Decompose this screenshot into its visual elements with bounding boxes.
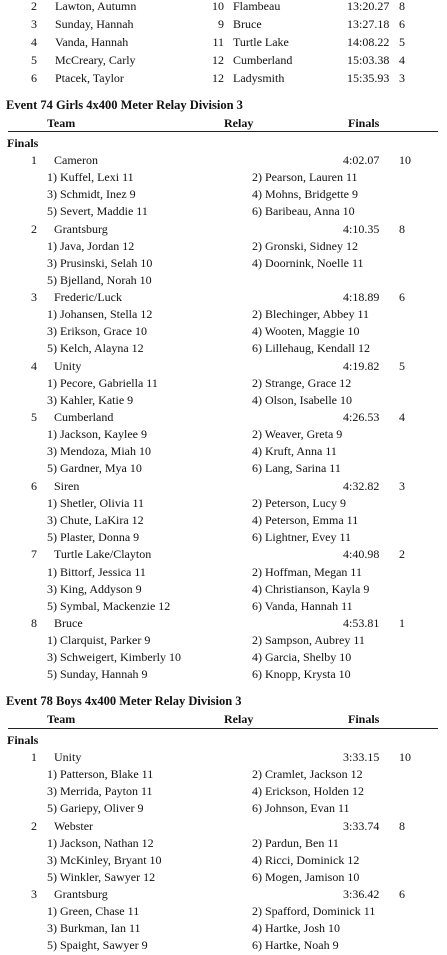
team-row (0, 615, 447, 632)
runner: 4) Christianson, Kayla 9 (252, 582, 370, 596)
runner: 2) Spafford, Dominick 11 (252, 904, 376, 918)
header-rule (8, 131, 438, 132)
runner-row (0, 835, 447, 852)
runner-row (0, 783, 447, 800)
runner: 5) Symbal, Mackenzie 12 (47, 599, 171, 613)
finals-header: Finals (348, 116, 380, 130)
runner-row (0, 581, 447, 598)
place: 8 (31, 616, 37, 630)
runner: 2) Peterson, Lucy 9 (252, 496, 346, 510)
runner-row (0, 495, 447, 512)
result-time: 3:33.74 (343, 819, 380, 833)
runner-row (0, 512, 447, 529)
runner: 3) Mendoza, Miah 10 (47, 444, 151, 458)
runner: 4) Ricci, Dominick 12 (252, 853, 360, 867)
runner: 2) Blechinger, Abbey 11 (252, 307, 370, 321)
runner: 3) Burkman, Ian 11 (47, 921, 141, 935)
team-row (0, 289, 447, 306)
runner-row (0, 852, 447, 869)
points: 4 (399, 410, 405, 424)
result-time: 4:26.53 (343, 410, 380, 424)
runner: 5) Plaster, Donna 9 (47, 530, 140, 544)
runner: 3) Kahler, Katie 9 (47, 393, 134, 407)
points: 10 (399, 153, 411, 167)
runner-row (0, 426, 447, 443)
school: Flambeau (233, 0, 281, 13)
runner-row (0, 306, 447, 323)
runner: 2) Pardun, Ben 11 (252, 836, 339, 850)
result-time: 13:20.27 (347, 0, 390, 13)
runner: 3) King, Addyson 9 (47, 582, 142, 596)
runner: 1) Bittorf, Jessica 11 (47, 565, 146, 579)
result-time: 4:40.98 (343, 547, 380, 561)
points: 6 (399, 17, 405, 31)
points: 3 (399, 71, 405, 85)
team-row (0, 886, 447, 903)
runner: 5) Winkler, Sawyer 12 (47, 870, 156, 884)
team-header: Team (47, 712, 76, 726)
section-label: Finals (7, 733, 39, 747)
result-row (0, 70, 447, 87)
athlete-name: McCreary, Carly (55, 53, 136, 67)
team-row (0, 546, 447, 563)
place: 4 (31, 359, 37, 373)
team-row (0, 818, 447, 835)
runner-row (0, 169, 447, 186)
runner: 6) Mogen, Jamison 10 (252, 870, 360, 884)
place: 3 (31, 887, 37, 901)
team-row (0, 221, 447, 238)
runner-row (0, 203, 447, 220)
runner: 2) Hoffman, Megan 11 (252, 565, 362, 579)
runner: 6) Vanda, Hannah 11 (252, 599, 353, 613)
runner: 2) Pearson, Lauren 11 (252, 170, 358, 184)
event-title: Event 74 Girls 4x400 Meter Relay Division 3 (6, 98, 243, 112)
result-row (0, 52, 447, 69)
place: 3 (31, 290, 37, 304)
runner-row (0, 903, 447, 920)
runner-row (0, 238, 447, 255)
result-time: 4:10.35 (343, 222, 380, 236)
points: 4 (399, 53, 405, 67)
runner: 1) Shetler, Olivia 11 (47, 496, 145, 510)
runner: 1) Jackson, Nathan 12 (47, 836, 154, 850)
points: 5 (399, 35, 405, 49)
points: 8 (399, 0, 405, 13)
runner: 3) Erikson, Grace 10 (47, 324, 147, 338)
runner: 6) Johnson, Evan 11 (252, 801, 350, 815)
runner: 1) Johansen, Stella 12 (47, 307, 153, 321)
runner: 3) Schmidt, Inez 9 (47, 187, 136, 201)
runner: 6) Lang, Sarina 11 (252, 461, 341, 475)
athlete-name: Ptacek, Taylor (55, 71, 124, 85)
runner: 3) Prusinski, Selah 10 (47, 256, 153, 270)
points: 6 (399, 290, 405, 304)
runner-row (0, 323, 447, 340)
result-time: 4:02.07 (343, 153, 380, 167)
runner: 5) Gariepy, Oliver 9 (47, 801, 144, 815)
place: 1 (31, 153, 37, 167)
runner: 4) Kruft, Anna 11 (252, 444, 337, 458)
runner: 4) Hartke, Josh 10 (252, 921, 340, 935)
runner-row (0, 443, 447, 460)
team-name: Webster (54, 819, 94, 833)
section-label: Finals (7, 136, 39, 150)
runner: 1) Patterson, Blake 11 (47, 767, 154, 781)
runner-row (0, 255, 447, 272)
points: 6 (399, 887, 405, 901)
runner-row (0, 564, 447, 581)
relay-header: Relay (224, 712, 254, 726)
runner-row (0, 869, 447, 886)
runner: 6) Lillehaug, Kendall 12 (252, 341, 370, 355)
runner: 5) Gardner, Mya 10 (47, 461, 142, 475)
runner: 6) Lightner, Evey 11 (252, 530, 352, 544)
points: 8 (399, 819, 405, 833)
runner: 1) Clarquist, Parker 9 (47, 633, 151, 647)
athlete-name: Lawton, Autumn (55, 0, 137, 13)
team-name: Siren (54, 479, 80, 493)
runner: 5) Kelch, Alayna 12 (47, 341, 144, 355)
runner: 1) Pecore, Gabriella 11 (47, 376, 158, 390)
place: 2 (31, 0, 37, 13)
points: 5 (399, 359, 405, 373)
team-row (0, 152, 447, 169)
result-time: 4:32.82 (343, 479, 380, 493)
runner: 5) Spaight, Sawyer 9 (47, 938, 148, 952)
result-row (0, 34, 447, 51)
runner: 1) Java, Jordan 12 (47, 239, 135, 253)
team-row (0, 358, 447, 375)
runner: 4) Doornink, Noelle 11 (252, 256, 364, 270)
result-row (0, 0, 447, 15)
runner: 4) Olson, Isabelle 10 (252, 393, 352, 407)
result-time: 4:19.82 (343, 359, 380, 373)
runner: 1) Kuffel, Lexi 11 (47, 170, 134, 184)
athlete-year: 12 (212, 71, 224, 85)
runner: 4) Mohns, Bridgette 9 (252, 187, 358, 201)
school: Turtle Lake (233, 35, 289, 49)
header-rule (8, 728, 438, 729)
result-time: 15:35.93 (347, 71, 390, 85)
runner: 6) Baribeau, Anna 10 (252, 204, 355, 218)
place: 6 (31, 71, 37, 85)
runner: 2) Weaver, Greta 9 (252, 427, 343, 441)
runner-row (0, 598, 447, 615)
result-row (0, 16, 447, 33)
place: 1 (31, 750, 37, 764)
points: 2 (399, 547, 405, 561)
runner-row (0, 800, 447, 817)
runner: 3) Schweigert, Kimberly 10 (47, 650, 181, 664)
runner-row (0, 529, 447, 546)
place: 4 (31, 35, 37, 49)
place: 5 (31, 410, 37, 424)
runner-row (0, 392, 447, 409)
runner-row (0, 766, 447, 783)
result-time: 15:03.38 (347, 53, 390, 67)
place: 3 (31, 17, 37, 31)
result-time: 4:18.89 (343, 290, 380, 304)
runner-row (0, 666, 447, 683)
place: 2 (31, 222, 37, 236)
result-time: 13:27.18 (347, 17, 390, 31)
team-row (0, 409, 447, 426)
runner-row (0, 186, 447, 203)
runner-row (0, 937, 447, 954)
team-header: Team (47, 116, 76, 130)
athlete-year: 11 (212, 35, 224, 49)
runner: 4) Garcia, Shelby 10 (252, 650, 352, 664)
runner: 4) Peterson, Emma 11 (252, 513, 359, 527)
runner: 4) Erickson, Holden 12 (252, 784, 364, 798)
team-row (0, 749, 447, 766)
column-header (0, 711, 447, 728)
team-row (0, 478, 447, 495)
runner: 1) Jackson, Kaylee 9 (47, 427, 147, 441)
place: 7 (31, 547, 37, 561)
points: 3 (399, 479, 405, 493)
team-name: Unity (54, 750, 82, 764)
runner: 5) Bjelland, Norah 10 (47, 273, 152, 287)
athlete-name: Vanda, Hannah (55, 35, 129, 49)
team-name: Turtle Lake/Clayton (54, 547, 152, 561)
school: Ladysmith (233, 71, 285, 85)
runner: 2) Gronski, Sidney 12 (252, 239, 358, 253)
points: 10 (399, 750, 411, 764)
event-title: Event 78 Boys 4x400 Meter Relay Division 3 (6, 694, 242, 708)
athlete-year: 9 (218, 17, 224, 31)
runner-row (0, 340, 447, 357)
finals-header: Finals (348, 712, 380, 726)
runner: 3) Merrida, Payton 11 (47, 784, 153, 798)
school: Cumberland (233, 53, 293, 67)
team-name: Grantsburg (54, 887, 108, 901)
team-name: Frederic/Luck (54, 290, 122, 304)
points: 8 (399, 222, 405, 236)
runner: 3) Chute, LaKira 12 (47, 513, 144, 527)
runner: 6) Hartke, Noah 9 (252, 938, 339, 952)
result-time: 4:53.81 (343, 616, 380, 630)
runner-row (0, 375, 447, 392)
runner-row (0, 649, 447, 666)
runner: 2) Cramlet, Jackson 12 (252, 767, 363, 781)
result-time: 3:36.42 (343, 887, 380, 901)
place: 6 (31, 479, 37, 493)
team-name: Cameron (54, 153, 98, 167)
runner-row (0, 632, 447, 649)
column-header (0, 115, 447, 132)
athlete-name: Sunday, Hannah (55, 17, 134, 31)
relay-header: Relay (224, 116, 254, 130)
team-name: Bruce (54, 616, 83, 630)
team-name: Cumberland (54, 410, 114, 424)
team-name: Grantsburg (54, 222, 108, 236)
place: 2 (31, 819, 37, 833)
runner: 2) Sampson, Aubrey 11 (252, 633, 365, 647)
runner: 5) Sunday, Hannah 9 (47, 667, 148, 681)
points: 1 (399, 616, 405, 630)
runner-row (0, 460, 447, 477)
place: 5 (31, 53, 37, 67)
runner: 3) McKinley, Bryant 10 (47, 853, 162, 867)
runner-row (0, 272, 447, 289)
runner: 4) Wooten, Maggie 10 (252, 324, 360, 338)
result-time: 14:08.22 (347, 35, 390, 49)
athlete-year: 10 (212, 0, 224, 13)
runner: 5) Severt, Maddie 11 (47, 204, 148, 218)
athlete-year: 12 (212, 53, 224, 67)
runner: 1) Green, Chase 11 (47, 904, 140, 918)
team-name: Unity (54, 359, 82, 373)
runner-row (0, 920, 447, 937)
runner: 2) Strange, Grace 12 (252, 376, 352, 390)
result-time: 3:33.15 (343, 750, 380, 764)
school: Bruce (233, 17, 262, 31)
runner: 6) Knopp, Krysta 10 (252, 667, 351, 681)
